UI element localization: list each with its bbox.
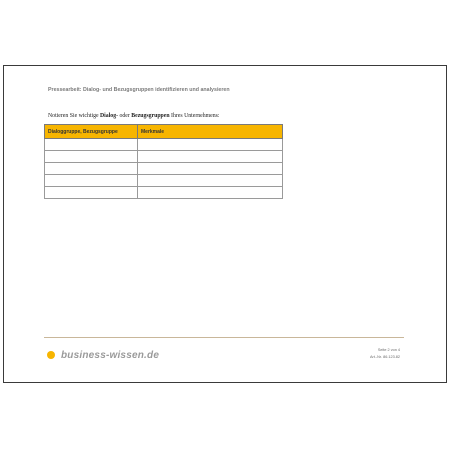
table-row <box>45 187 283 199</box>
brand-logo <box>47 348 159 362</box>
table-row <box>45 151 283 163</box>
table-cell-group[interactable] <box>45 187 138 199</box>
table-cell-group[interactable] <box>45 175 138 187</box>
intro-text <box>48 113 220 119</box>
article-number: Art.-Nr. 86.123.82 <box>370 355 400 359</box>
groups-table <box>44 124 283 199</box>
table-cell-features[interactable] <box>138 151 283 163</box>
intro-bold-dialog: Dialog- <box>100 113 119 119</box>
table-cell-group[interactable] <box>45 163 138 175</box>
table-cell-features[interactable] <box>138 163 283 175</box>
table-row <box>45 139 283 151</box>
table-row <box>45 175 283 187</box>
table-cell-features[interactable] <box>138 187 283 199</box>
table-cell-features[interactable] <box>138 175 283 187</box>
footer-divider <box>44 337 404 338</box>
column-header-features: Merkmale <box>138 125 283 139</box>
table-cell-group[interactable] <box>45 139 138 151</box>
footer-meta <box>370 347 400 361</box>
table-cell-features[interactable] <box>138 139 283 151</box>
logo-dot-icon <box>47 351 55 359</box>
document-page <box>3 65 447 383</box>
intro-prefix: Notieren Sie wichtige <box>48 113 100 119</box>
table-row <box>45 163 283 175</box>
table-cell-group[interactable] <box>45 151 138 163</box>
intro-suffix: Ihres Unternehmens: <box>169 113 220 119</box>
page-title: Pressearbeit: Dialog- und Bezugsgruppen identifizieren und analysieren <box>48 87 230 93</box>
intro-bold-bezugsgruppen: Bezugsgruppen <box>131 113 170 119</box>
logo-text: business-wissen.de <box>61 349 160 361</box>
table-header-row <box>45 125 283 139</box>
page-number: Seite 2 von 4 <box>377 348 400 352</box>
column-header-group: Dialoggruppe, Bezugsgruppe <box>45 125 138 139</box>
intro-mid: oder <box>118 113 132 119</box>
